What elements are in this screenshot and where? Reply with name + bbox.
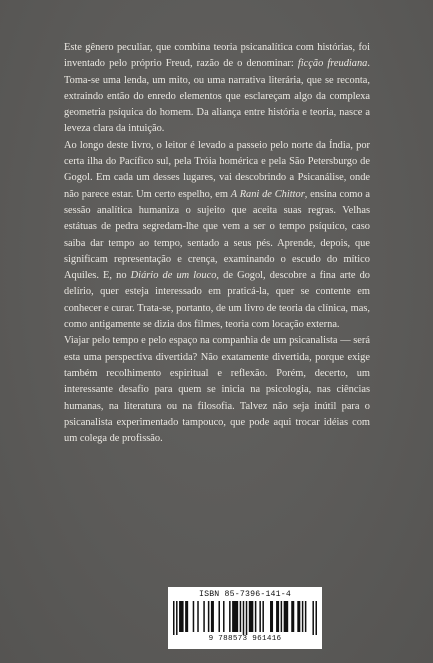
barcode-bars [173,601,317,635]
barcode-bar-25 [291,601,294,632]
barcode-bar-2 [176,601,178,635]
blurb-paragraph-1 [64,40,370,138]
barcode-bar-29 [312,601,314,635]
barcode-bar-9 [211,601,214,632]
barcode-bar-24 [284,601,289,632]
barcode-bar-14 [240,601,242,632]
barcode-bar-5 [193,601,195,632]
barcode-bar-21 [270,601,273,632]
barcode-bar-1 [173,601,175,635]
isbn-barcode [168,587,322,649]
barcode-bar-27 [302,601,304,632]
paragraph-2-segment-5: , de Gogol, descobre a fina arte do delírio, quer esteja interessado em praticá-la, quer se contente em conhecer e curar. Trata-se, portanto, de um livro de teoria da clínica, mas, como antigamente se dizia dos filmes, teoria com locação externa. [64,270,370,331]
barcode-bar-22 [276,601,279,632]
paragraph-2-segment-1: Ao longo deste livro, o leitor é levado a passeio pelo norte da Índia, por certa ilha do Pacífico sul, pela Tróia homérica e pela São Petersburgo de Gogol. Em cada um desses lugares, vai descobrindo a Psicanálise, onde não parece estar. Um certo espelho, em [64,139,370,200]
paragraph-1-segment-3: . Toma-se uma lenda, um mito, ou uma narrativa literária, que se reconta, extraindo então do enredo elementos que esclareçam algo da complexa geometria psíquica do homem. Da aliança entre história e teoria, nasce a leveza clara da intuição. [64,58,370,135]
barcode-bar-8 [208,601,210,632]
barcode-bar-15 [243,601,245,635]
barcode-bar-3 [179,601,184,632]
ean-digits: 9 788573 961416 [208,635,282,643]
barcode-bar-17 [249,601,254,632]
barcode-bar-6 [197,601,199,632]
barcode-bar-4 [185,601,188,632]
barcode-bar-7 [203,601,205,632]
paragraph-3-segment-1: Viajar pelo tempo e pelo espaço na companhia de um psicanalista — será esta uma perspectiva divertida? Não exatamente divertida, porque exige também recolhimento espiritual e reflexão. Porém, decerto, um interessante desafio para quem se inicia na psicologia, nas ciências humanas, na literatura ou na filosofia. Talvez não seja inútil para o psicanalista experimentado tampouco, que pode aqui trocar idéias com um colega de profissão. [64,335,370,445]
barcode-bar-19 [259,601,261,632]
barcode-bar-10 [218,601,220,632]
paragraph-1-segment-2-italic-title: ficção freudiana [297,58,368,70]
isbn-label: ISBN 85-7396-141-4 [198,590,292,599]
barcode-bar-20 [262,601,264,632]
paragraph-2-segment-2-italic-title: A Rani de Chittor [230,188,305,200]
blurb-text [64,40,370,447]
paragraph-1-segment-1: Este gênero peculiar, que combina teoria psicanalítica com histórias, foi inventado pelo próprio Freud, razão de o denominar: [64,42,370,70]
blurb-paragraph-3 [64,333,370,447]
blurb-paragraph-2 [64,138,370,334]
barcode-bar-16 [246,601,248,635]
barcode-bar-12 [229,601,231,632]
barcode-bar-18 [255,601,257,632]
barcode-bar-13 [232,601,238,632]
barcode-bar-23 [281,601,283,632]
barcode-bar-30 [315,601,317,635]
paragraph-2-segment-4-italic-title: Diário de um louco [130,270,217,282]
paragraph-2-segment-3: , ensina como a sessão analítica humaniza o sujeito que aceita suas regras. Velhas estátuas de pedra segredam-lhe que vem a ser o tempo psíquico, caso saiba dar tempo ao tempo, sentado a seus pés. Aprende, depois, que significam representação e crença, examinando o escudo do mítico Aquiles. E, no [64,188,370,282]
barcode-bar-26 [297,601,300,632]
barcode-bar-11 [223,601,225,632]
barcode-bar-28 [305,601,307,632]
